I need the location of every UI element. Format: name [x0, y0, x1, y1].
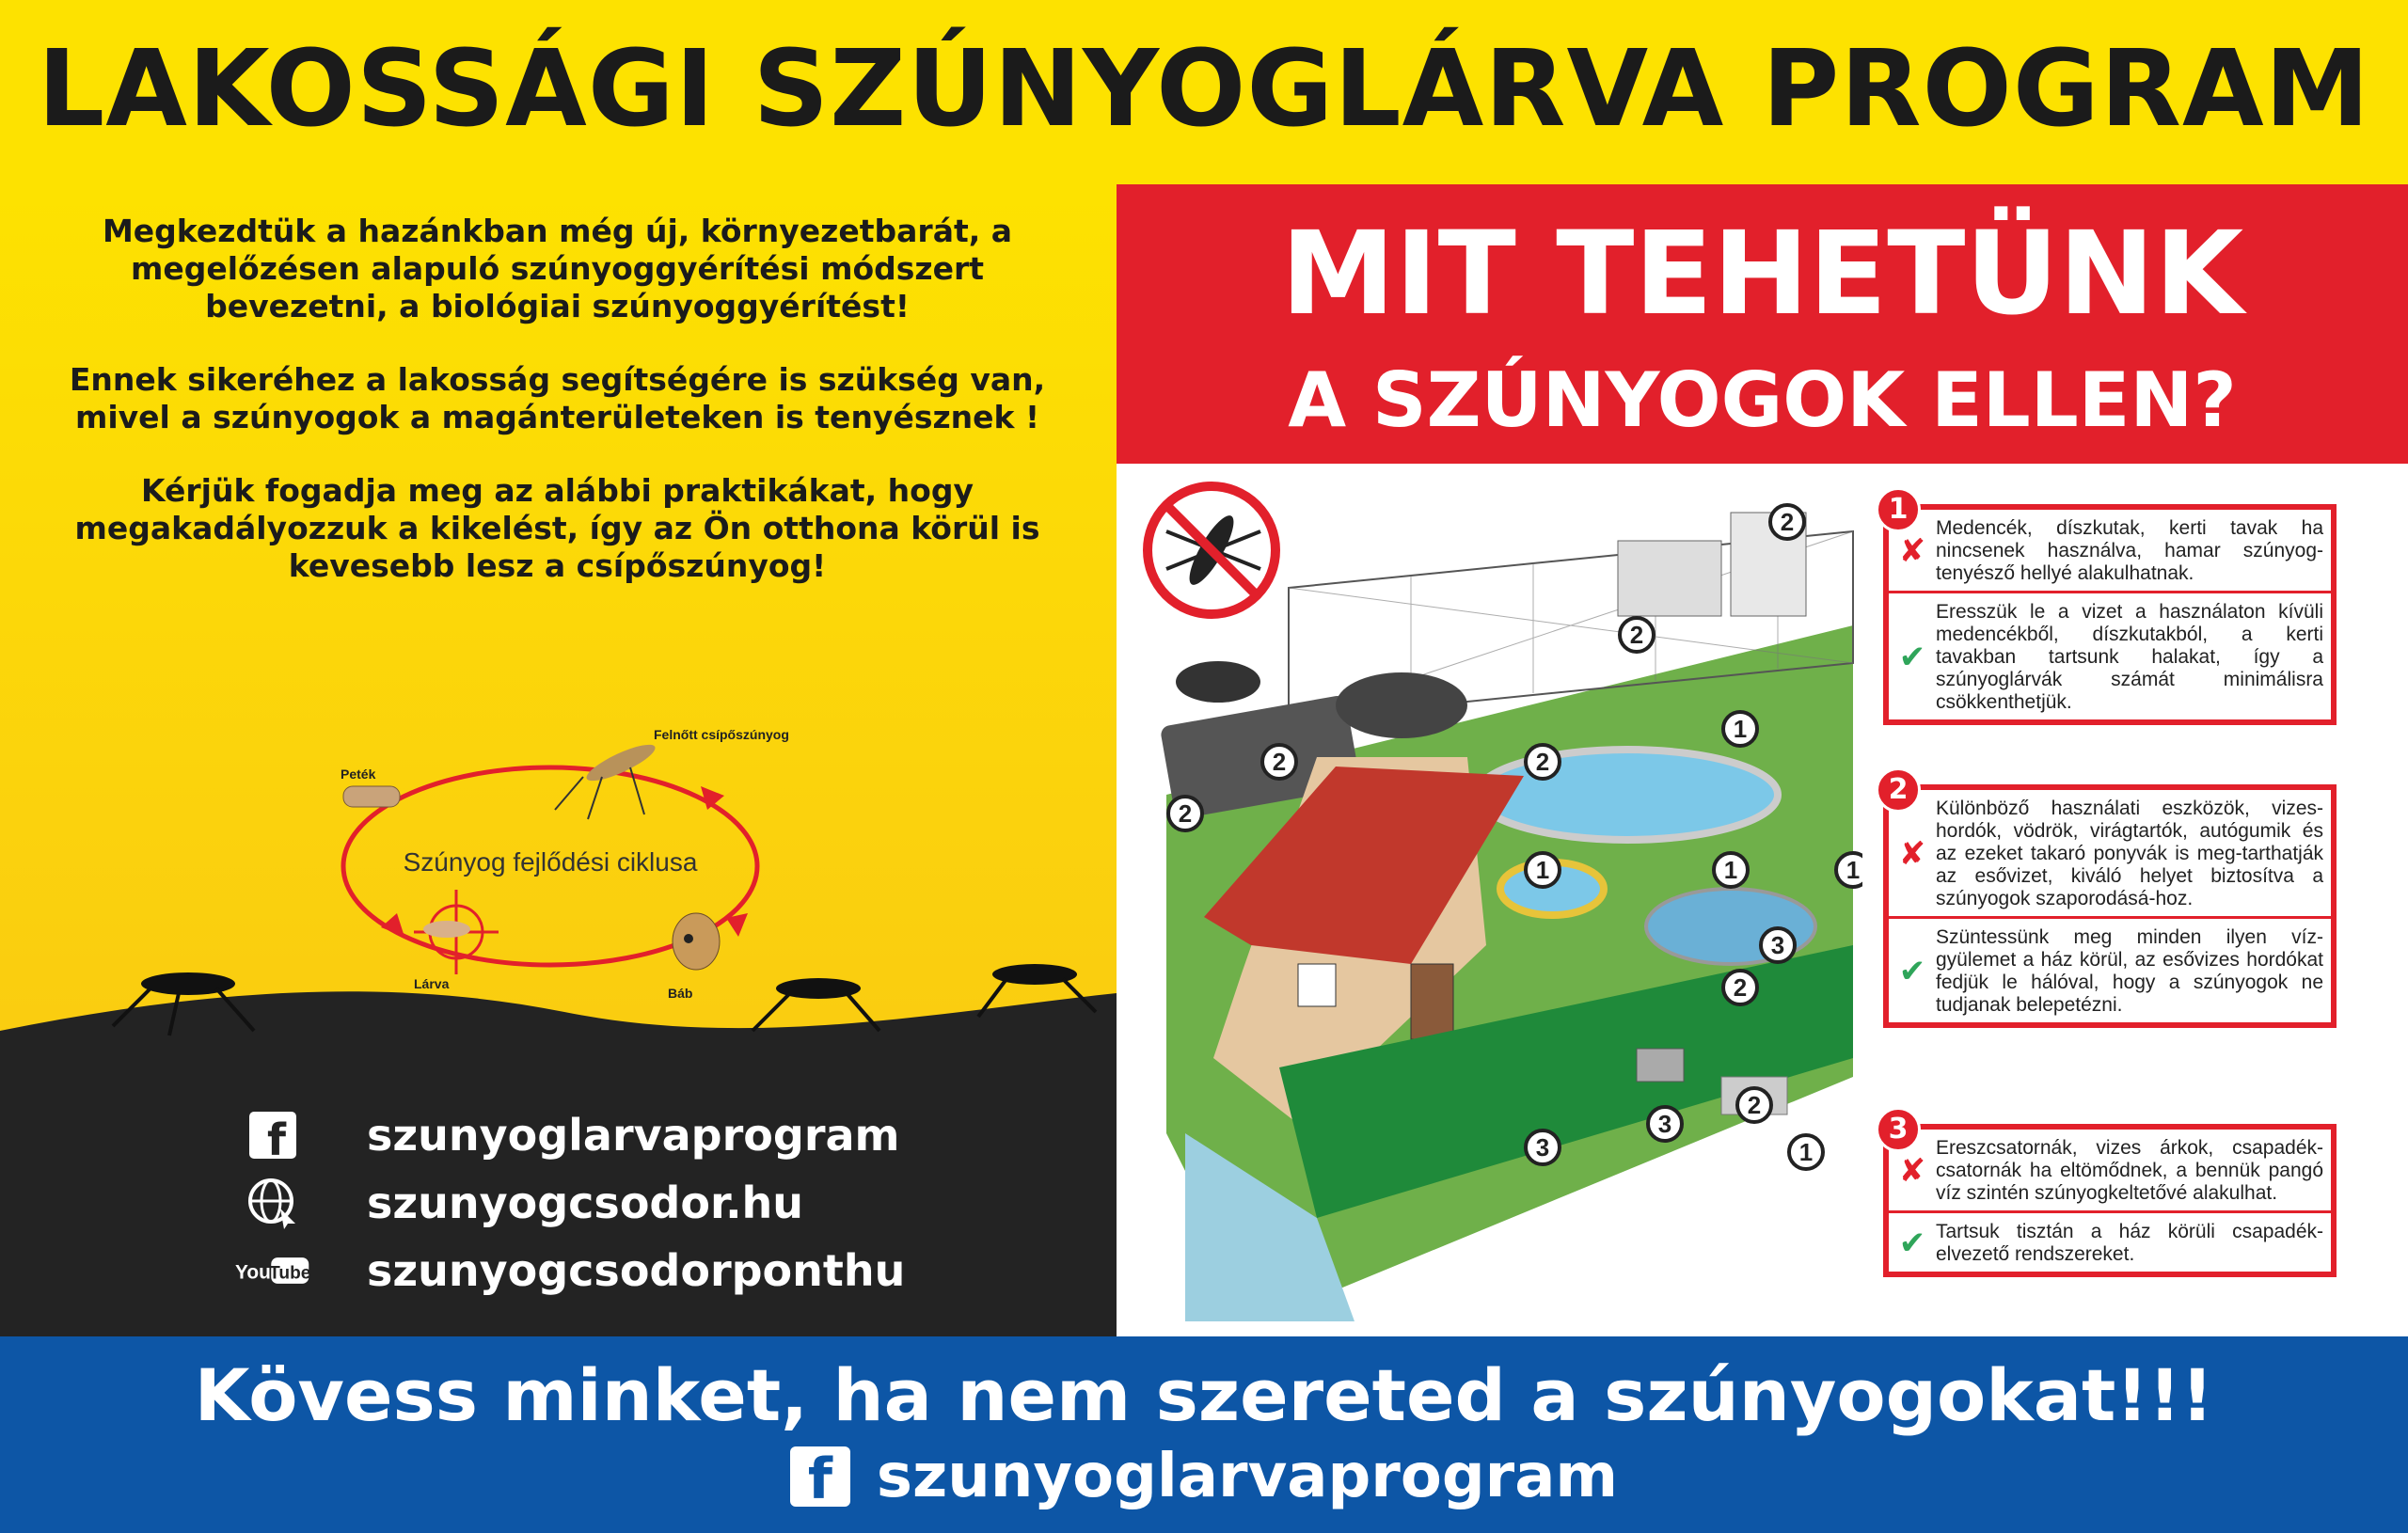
tip-solution-row	[1889, 916, 2331, 1022]
checkmark-icon: ✔	[1898, 953, 1926, 990]
svg-text:1: 1	[1733, 715, 1748, 743]
footer-facebook-link[interactable]	[0, 1442, 2408, 1511]
illustration-marker	[1723, 971, 1757, 1004]
social-link-youtube[interactable]	[235, 1237, 1082, 1304]
illustration-marker	[1526, 853, 1560, 887]
cross-icon: ✘	[1898, 835, 1926, 873]
svg-text:2: 2	[1178, 799, 1193, 828]
tip-solution: Szüntessünk meg minden ilyen víz-gyülemet a ház körül, az esővizes hordókat fedjük le hálóval, hogy a szúnyogok ne tudjanak belepetézni.	[1936, 926, 2323, 1016]
wheelbarrow	[1637, 1049, 1684, 1082]
svg-text:2: 2	[1629, 621, 1644, 649]
tip-box-3	[1883, 1113, 2337, 1277]
social-link-text: szunyogcsodor.hu	[367, 1177, 804, 1228]
intro-paragraph: Megkezdtük a hazánkban még új, környezetbarát, a megelőzésen alapuló szúnyoggyérítési módszert bevezetni, a biológiai szúnyoggyérítést!	[102, 213, 1013, 324]
tip-problem-row	[1889, 790, 2331, 916]
svg-text:1: 1	[1723, 856, 1738, 884]
checkmark-icon: ✔	[1898, 639, 1926, 676]
question-banner	[1117, 184, 2408, 464]
svg-text:3: 3	[1535, 1133, 1550, 1162]
stage-label-larva: Lárva	[414, 976, 450, 991]
youtube-icon	[235, 1242, 310, 1299]
left-panel	[0, 184, 1117, 1336]
illustration-marker	[1737, 1088, 1771, 1122]
tip-number: 3	[1876, 1107, 1921, 1152]
tip-solution-row	[1889, 591, 2331, 719]
tip-box-1	[1883, 493, 2337, 725]
tip-problem-row	[1889, 1130, 2331, 1210]
gravestone	[1618, 541, 1721, 616]
illustration-marker	[1526, 745, 1560, 779]
door	[1411, 964, 1453, 1039]
tip-problem: Különböző használati eszközök, vizes-hordók, vödrök, virágtartók, autógumik és az ezeket takaró ponyvák is meg-tarthatják az esővizet, kiváló helyet biztosítva a szúnyogok szaporodásá-hoz.	[1936, 798, 2323, 909]
social-link-facebook[interactable]	[235, 1101, 1082, 1169]
footer-slogan: Kövess minket, ha nem szereted a szúnyogokat!!!	[194, 1353, 2214, 1437]
svg-text:1: 1	[1798, 1138, 1814, 1166]
svg-text:2: 2	[1733, 973, 1748, 1002]
tip-solution: Eresszük le a vizet a használaton kívüli medencékből, díszkutakból, a kerti tavakban tartsunk halakat, így a szúnyoglárvák számát minimálisra csökkenthetjük.	[1936, 601, 2323, 713]
svg-text:2: 2	[1272, 748, 1287, 776]
globe-icon	[235, 1175, 310, 1231]
eggs-icon	[343, 786, 400, 807]
social-link-website[interactable]	[235, 1169, 1082, 1237]
tip-problem-row	[1889, 510, 2331, 591]
footer-band	[0, 1336, 2408, 1533]
facebook-icon	[235, 1107, 310, 1163]
cross-icon: ✘	[1898, 532, 1926, 570]
stage-label-adult: Felnőtt csípőszúnyog	[654, 727, 789, 742]
svg-text:1: 1	[1535, 856, 1550, 884]
social-links	[235, 1101, 1082, 1304]
arrow-icon	[381, 913, 404, 937]
intro-text	[56, 213, 1058, 621]
tarp-pile	[1336, 672, 1467, 738]
footer-facebook-text: szunyoglarvaprogram	[876, 1442, 1619, 1511]
illustration-marker	[1789, 1135, 1823, 1169]
tires	[1176, 661, 1260, 703]
svg-text:1: 1	[1846, 856, 1861, 884]
lifecycle-title: Szúnyog fejlődési ciklusa	[403, 847, 698, 877]
tip-solution-row	[1889, 1210, 2331, 1272]
tip-problem: Medencék, díszkutak, kerti tavak ha nincsenek használva, hamar szúnyog-tenyésző hellyé alakulhatnak.	[1936, 517, 2323, 584]
illustration-marker	[1723, 712, 1757, 746]
svg-text:3: 3	[1657, 1110, 1672, 1138]
garden-illustration	[1129, 475, 1862, 1331]
illustration-marker	[1168, 797, 1202, 830]
window	[1298, 964, 1336, 1006]
svg-text:3: 3	[1770, 931, 1785, 959]
page-title: LAKOSSÁGI SZÚNYOGLÁRVA PROGRAM	[37, 28, 2371, 150]
svg-text:Tube: Tube	[269, 1263, 310, 1284]
stage-label-eggs: Peték	[341, 766, 376, 782]
question-line-2: A SZÚNYOGOK ELLEN?	[1288, 356, 2237, 444]
intro-paragraph: Kérjük fogadja meg az alábbi praktikákat, hogy megakadályozzuk a kikelést, így az Ön otthona körül is kevesebb lesz a csípőszúnyog!	[74, 472, 1040, 584]
stage-label-pupa: Báb	[668, 986, 693, 1001]
illustration-marker	[1262, 745, 1296, 779]
illustration-marker	[1770, 505, 1804, 539]
tip-number: 2	[1876, 767, 1921, 813]
illustration-marker	[1526, 1130, 1560, 1164]
checkmark-icon: ✔	[1898, 1225, 1926, 1262]
svg-text:f: f	[266, 1114, 287, 1159]
illustration-marker	[1648, 1107, 1682, 1141]
illustration-marker	[1620, 618, 1654, 652]
tip-box-2	[1883, 773, 2337, 1028]
social-link-text: szunyogcsodorponthu	[367, 1245, 906, 1296]
tip-problem: Ereszcsatornák, vizes árkok, csapadék-csatornák ha eltömődnek, a bennük pangó víz szintén szúnyogkeltetővé alakulhat.	[1936, 1137, 2323, 1204]
svg-text:You: You	[235, 1261, 271, 1284]
svg-text:2: 2	[1747, 1091, 1762, 1119]
illustration-marker	[1836, 853, 1862, 887]
tip-solution: Tartsuk tisztán a ház körüli csapadék-elvezető rendszereket.	[1936, 1221, 2323, 1265]
svg-text:2: 2	[1780, 508, 1795, 536]
pool	[1477, 750, 1778, 840]
svg-text:2: 2	[1535, 748, 1550, 776]
facebook-icon: f	[790, 1446, 850, 1507]
no-mosquito-icon	[1148, 486, 1275, 614]
question-line-1: MIT TEHETÜNK	[1280, 207, 2244, 340]
cross-icon: ✘	[1898, 1152, 1926, 1190]
tip-number: 1	[1876, 487, 1921, 532]
social-link-text: szunyoglarvaprogram	[367, 1110, 900, 1161]
illustration-marker	[1761, 928, 1795, 962]
illustration-marker	[1714, 853, 1748, 887]
intro-paragraph: Ennek sikeréhez a lakosság segítségére is szükség van, mivel a szúnyogok a magánterületeken is tenyésznek !	[69, 361, 1046, 435]
